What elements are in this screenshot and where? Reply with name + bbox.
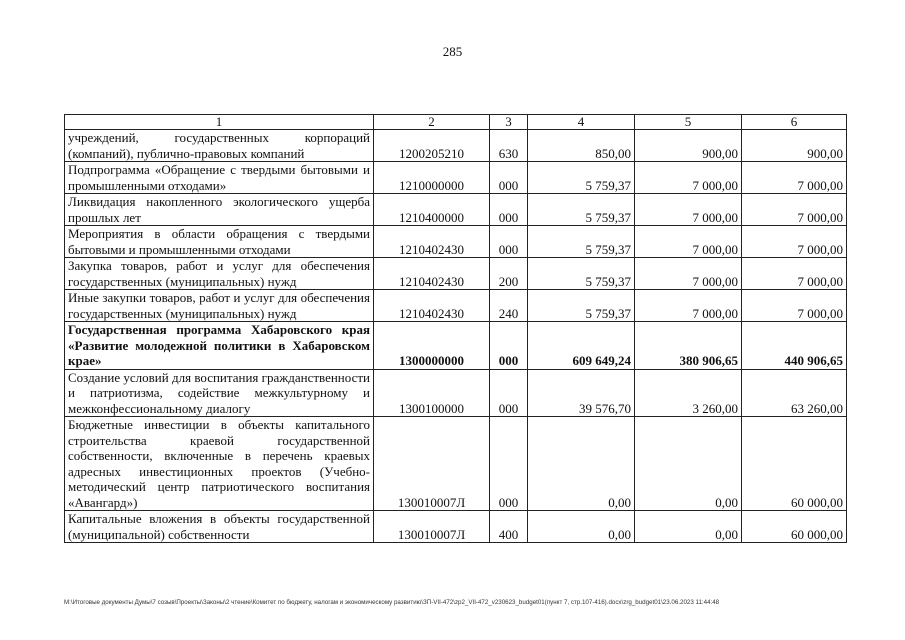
budget-table [64, 114, 847, 543]
row-code-cell: 1200205210 [374, 130, 490, 162]
table-row [65, 162, 847, 194]
row-type-cell: 000 [490, 226, 528, 258]
row-type-cell: 000 [490, 194, 528, 226]
row-value-cell: 5 759,37 [528, 258, 635, 290]
row-name-cell: Закупка товаров, работ и услуг для обеспечения государственных (муниципальных) нужд [65, 258, 374, 290]
row-value-cell: 440 906,65 [742, 322, 847, 370]
row-value-cell: 380 906,65 [635, 322, 742, 370]
row-value-cell: 7 000,00 [742, 226, 847, 258]
row-name-cell: Ликвидация накопленного экологического ущерба прошлых лет [65, 194, 374, 226]
row-type-cell: 630 [490, 130, 528, 162]
row-code-cell: 1210402430 [374, 258, 490, 290]
row-value-cell: 900,00 [742, 130, 847, 162]
row-value-cell: 7 000,00 [635, 226, 742, 258]
column-header: 4 [528, 115, 635, 130]
row-name-cell: учреждений, государственных корпораций (компаний), публично-правовых компаний [65, 130, 374, 162]
row-code-cell: 1300000000 [374, 322, 490, 370]
row-name-cell: Иные закупки товаров, работ и услуг для обеспечения государственных (муниципальных) нужд [65, 290, 374, 322]
page-number: 285 [442, 44, 463, 59]
row-value-cell: 60 000,00 [742, 417, 847, 511]
row-code-cell: 1210400000 [374, 194, 490, 226]
row-name-cell: Государственная программа Хабаровского края «Развитие молодежной политики в Хабаровском крае» [65, 322, 374, 370]
row-value-cell: 5 759,37 [528, 290, 635, 322]
row-name-cell: Мероприятия в области обращения с твердыми бытовыми и промышленными отходами [65, 226, 374, 258]
row-value-cell: 7 000,00 [742, 162, 847, 194]
column-header: 1 [65, 115, 374, 130]
row-code-cell: 130010007Л [374, 417, 490, 511]
table-row [65, 194, 847, 226]
row-value-cell: 7 000,00 [742, 194, 847, 226]
row-value-cell: 7 000,00 [635, 258, 742, 290]
row-value-cell: 7 000,00 [635, 290, 742, 322]
row-value-cell: 39 576,70 [528, 369, 635, 417]
row-value-cell: 7 000,00 [742, 258, 847, 290]
row-type-cell: 000 [490, 369, 528, 417]
row-type-cell: 000 [490, 322, 528, 370]
row-value-cell: 900,00 [635, 130, 742, 162]
row-code-cell: 1210402430 [374, 226, 490, 258]
row-value-cell: 0,00 [635, 417, 742, 511]
row-value-cell: 5 759,37 [528, 162, 635, 194]
column-header: 6 [742, 115, 847, 130]
row-value-cell: 850,00 [528, 130, 635, 162]
row-value-cell: 0,00 [528, 511, 635, 543]
table-header-row [65, 115, 847, 130]
row-value-cell: 7 000,00 [742, 290, 847, 322]
row-value-cell: 60 000,00 [742, 511, 847, 543]
file-path-footer: M:\Итоговые документы Думы\7 созыв\Проекты\Законы\2 чтение\Комитет по бюджету, налогам и экономическому развитию\ЗП-VII-472\zp2_VII-472_v230623_budget01(пункт 7, стр.107-416).docx\zrg_budget01\23.06.2023 11:44:48 [64, 599, 720, 606]
row-name-cell: Капитальные вложения в объекты государственной (муниципальной) собственности [65, 511, 374, 543]
row-value-cell: 0,00 [528, 417, 635, 511]
row-value-cell: 3 260,00 [635, 369, 742, 417]
table-row [65, 322, 847, 370]
row-value-cell: 7 000,00 [635, 194, 742, 226]
row-code-cell: 130010007Л [374, 511, 490, 543]
row-value-cell: 63 260,00 [742, 369, 847, 417]
column-header: 5 [635, 115, 742, 130]
table-row [65, 417, 847, 511]
table-row [65, 290, 847, 322]
table-row [65, 369, 847, 417]
row-type-cell: 000 [490, 162, 528, 194]
table-row [65, 130, 847, 162]
row-value-cell: 609 649,24 [528, 322, 635, 370]
row-code-cell: 1210000000 [374, 162, 490, 194]
row-value-cell: 5 759,37 [528, 226, 635, 258]
row-name-cell: Бюджетные инвестиции в объекты капитального строительства краевой государственной собственности, включенные в перечень краевых адресных инвестиционных проектов (Учебно-методический центр патриотического воспитания «Авангард») [65, 417, 374, 511]
row-code-cell: 1210402430 [374, 290, 490, 322]
table-row [65, 226, 847, 258]
row-name-cell: Подпрограмма «Обращение с твердыми бытовыми и промышленными отходами» [65, 162, 374, 194]
table-row [65, 511, 847, 543]
row-value-cell: 7 000,00 [635, 162, 742, 194]
column-header: 2 [374, 115, 490, 130]
row-code-cell: 1300100000 [374, 369, 490, 417]
row-type-cell: 000 [490, 417, 528, 511]
row-value-cell: 5 759,37 [528, 194, 635, 226]
table-row [65, 258, 847, 290]
column-header: 3 [490, 115, 528, 130]
row-type-cell: 400 [490, 511, 528, 543]
row-type-cell: 200 [490, 258, 528, 290]
row-name-cell: Создание условий для воспитания гражданственности и патриотизма, содействие межкультурному и межконфессиональному диалогу [65, 369, 374, 417]
row-type-cell: 240 [490, 290, 528, 322]
row-value-cell: 0,00 [635, 511, 742, 543]
